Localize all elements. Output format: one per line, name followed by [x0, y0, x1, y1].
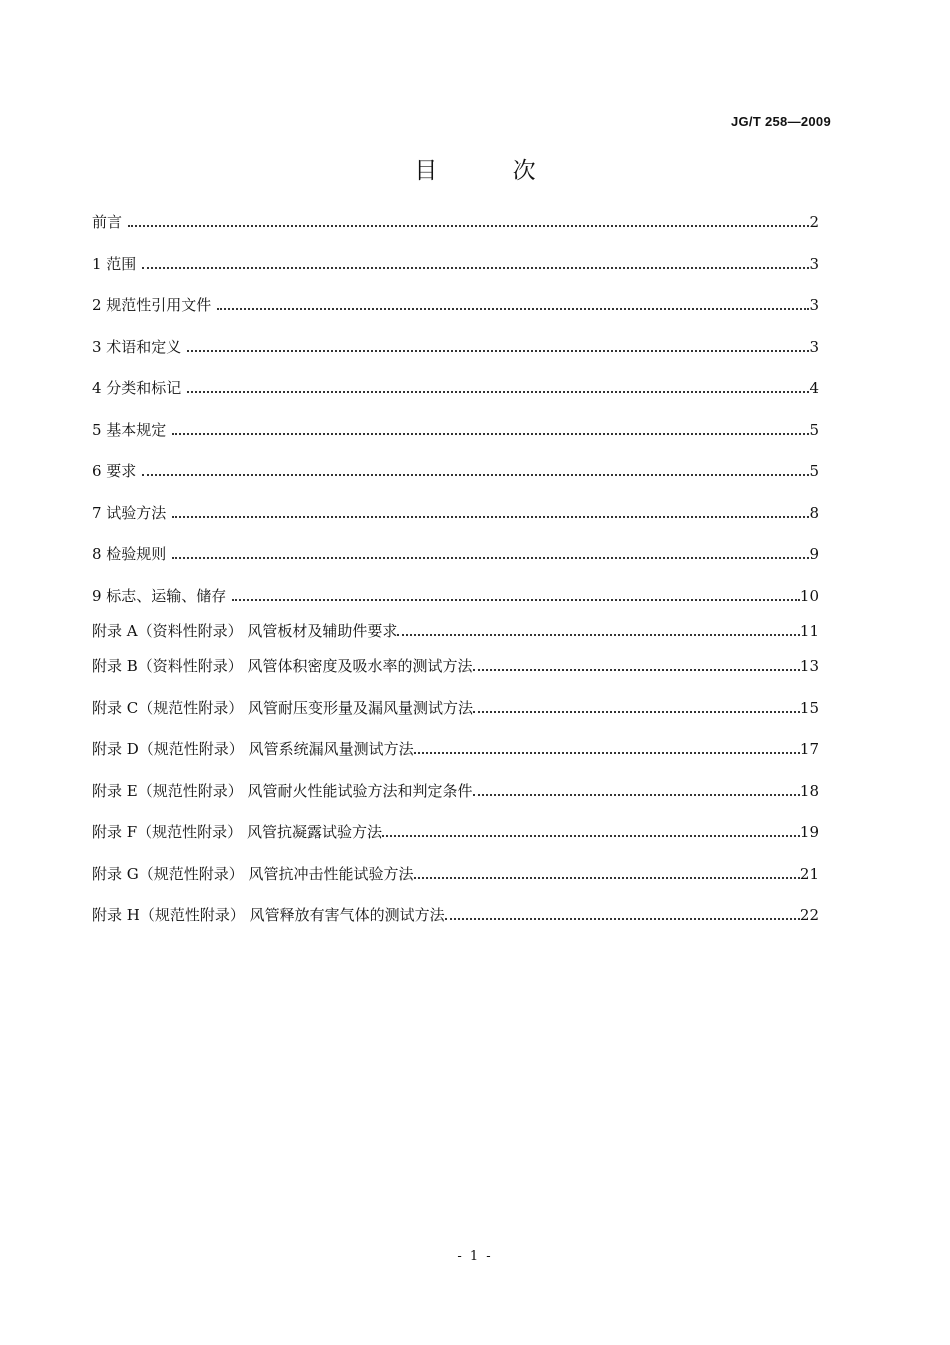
toc-leader-dots [445, 918, 800, 920]
toc-leader-dots [473, 669, 800, 671]
toc-entry-label: 附录 G（规范性附录） 风管抗冲击性能试验方法 [92, 865, 414, 883]
toc-entry-terms[interactable] [92, 337, 819, 357]
toc-entry-page: 3 [809, 255, 819, 273]
toc-entry-page: 22 [799, 906, 819, 924]
toc-entry-annex-b[interactable] [92, 656, 819, 676]
toc-entry-basic-rules[interactable] [92, 420, 819, 440]
toc-entry-classification[interactable] [92, 378, 819, 398]
toc-entry-page: 3 [809, 338, 819, 356]
toc-entry-label: 附录 H（规范性附录） 风管释放有害气体的测试方法 [92, 906, 445, 924]
toc-entry-page: 5 [809, 462, 819, 480]
toc-leader-dots [473, 794, 800, 796]
toc-leader-dots [128, 225, 809, 227]
toc-leader-dots [142, 267, 809, 269]
toc-entry-label: 4 分类和标记 [92, 379, 182, 397]
toc-leader-dots [187, 391, 809, 393]
toc-entry-label: 附录 C（规范性附录） 风管耐压变形量及漏风量测试方法 [92, 699, 474, 717]
toc-entry-page: 4 [809, 379, 819, 397]
toc-entry-label: 7 试验方法 [92, 504, 167, 522]
toc-entry-label: 附录 A（资料性附录） 风管板材及辅助件要求 [92, 622, 398, 640]
toc-leader-dots [172, 557, 809, 559]
toc-entry-label: 附录 E（规范性附录） 风管耐火性能试验方法和判定条件 [92, 782, 473, 800]
toc-entry-annex-c[interactable] [92, 698, 819, 718]
toc-entry-label: 3 术语和定义 [92, 338, 182, 356]
toc-leader-dots [414, 877, 800, 879]
toc-entry-page: 9 [809, 545, 819, 563]
toc-leader-dots [382, 835, 800, 837]
toc-leader-dots [142, 474, 809, 476]
toc-leader-dots [414, 752, 800, 754]
toc-entry-label: 1 范围 [92, 255, 137, 273]
toc-entry-marking-transport-storage[interactable] [92, 586, 819, 606]
toc-entry-label: 5 基本规定 [92, 421, 167, 439]
toc-entry-page: 18 [799, 782, 819, 800]
toc-entry-annex-h[interactable] [92, 905, 819, 925]
toc-entry-requirements[interactable] [92, 461, 819, 481]
toc-leader-dots [172, 433, 809, 435]
toc-leader-dots [172, 516, 809, 518]
toc-leader-dots [217, 308, 809, 310]
toc-entry-annex-a[interactable] [92, 621, 819, 641]
toc-leader-dots [397, 634, 800, 636]
toc-entry-label: 9 标志、运输、储存 [92, 587, 227, 605]
toc-entry-page: 11 [799, 622, 819, 640]
toc-entry-inspection-rules[interactable] [92, 544, 819, 564]
page-number: - 1 - [457, 1249, 493, 1264]
page-title: 目 次 [414, 158, 570, 184]
toc-entry-page: 15 [799, 699, 819, 717]
toc-entry-page: 2 [809, 213, 819, 231]
toc-leader-dots [187, 350, 809, 352]
toc-entry-page: 19 [799, 823, 819, 841]
toc-entry-page: 17 [799, 740, 819, 758]
toc-entry-scope[interactable] [92, 254, 819, 274]
toc-entry-label: 前言 [92, 213, 123, 231]
toc-entry-page: 10 [799, 587, 819, 605]
toc-leader-dots [473, 711, 800, 713]
toc-entry-page: 13 [799, 657, 819, 675]
toc-entry-page: 5 [809, 421, 819, 439]
toc-entry-page: 3 [809, 296, 819, 314]
toc-entry-foreword[interactable] [92, 212, 819, 232]
toc-entry-annex-d[interactable] [92, 739, 819, 759]
toc-entry-page: 8 [809, 504, 819, 522]
toc-entry-test-methods[interactable] [92, 503, 819, 523]
toc-entry-page: 21 [799, 865, 819, 883]
toc-entry-annex-e[interactable] [92, 781, 819, 801]
toc-entry-label: 6 要求 [92, 462, 137, 480]
toc-leader-dots [232, 599, 800, 601]
toc-entry-label: 附录 B（资料性附录） 风管体积密度及吸水率的测试方法 [92, 657, 473, 675]
toc-entry-label: 2 规范性引用文件 [92, 296, 212, 314]
toc-entry-label: 附录 D（规范性附录） 风管系统漏风量测试方法 [92, 740, 414, 758]
toc-entry-label: 附录 F（规范性附录） 风管抗凝露试验方法 [92, 823, 382, 841]
toc-entry-annex-g[interactable] [92, 864, 819, 884]
toc-entry-label: 8 检验规则 [92, 545, 167, 563]
toc-entry-normative-references[interactable] [92, 295, 819, 315]
toc-entry-annex-f[interactable] [92, 822, 819, 842]
standard-code: JG/T 258—2009 [730, 114, 831, 129]
